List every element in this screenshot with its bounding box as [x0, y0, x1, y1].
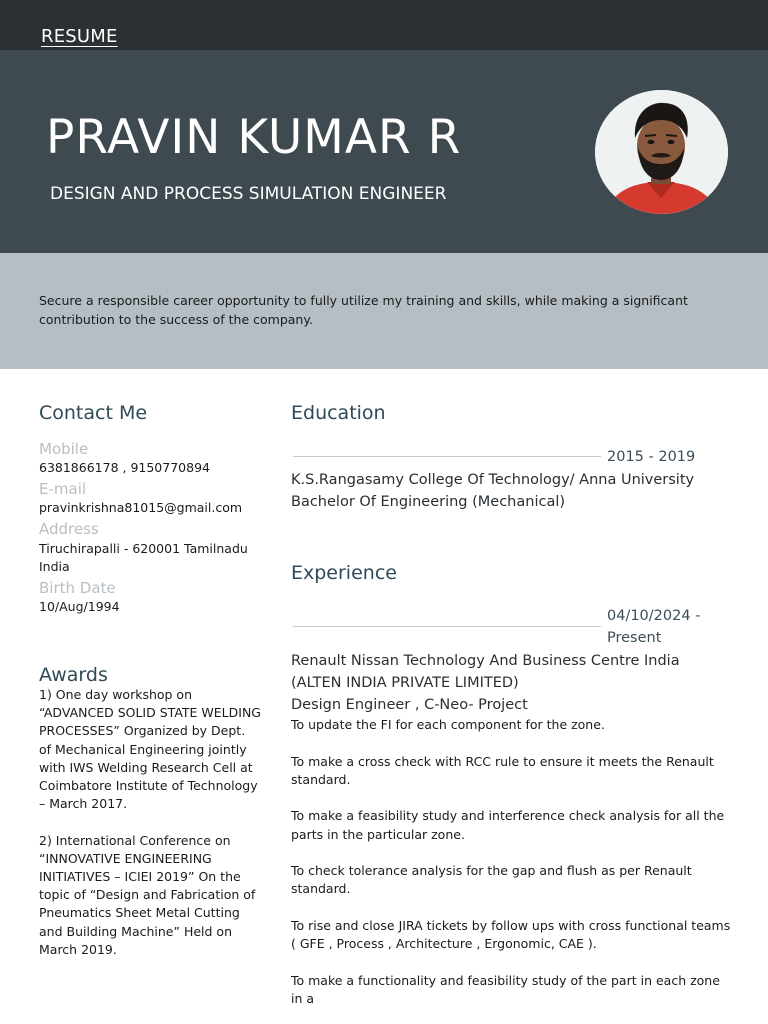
education-divider [293, 456, 601, 457]
birth-date-label: Birth Date [39, 579, 116, 597]
contact-heading: Contact Me [39, 402, 148, 424]
profile-photo [595, 90, 728, 214]
experience-heading: Experience [291, 562, 397, 584]
email-label: E-mail [39, 480, 87, 498]
experience-divider [293, 626, 601, 627]
duty-item: To update the FI for each component for the zone. [291, 717, 605, 732]
awards-list [39, 686, 261, 959]
education-heading: Education [291, 402, 386, 424]
awards-heading: Awards [39, 664, 108, 686]
duty-item: To check tolerance analysis for the gap and flush as per Renault standard. [291, 863, 692, 897]
education-date: 2015 - 2019 [607, 449, 696, 465]
career-objective: Secure a responsible career opportunity to fully utilize my training and skills, while making a significant contribution to the success of the company. [39, 293, 688, 327]
experience-date-start: 04/10/2024 - [607, 608, 701, 624]
experience-duties [291, 716, 731, 1008]
resume-link[interactable]: RESUME [41, 26, 118, 47]
award-item: 1) One day workshop on “ADVANCED SOLID STATE WELDING PROCESSES” Organized by Dept. of Mechanical Engineering jointly with IWS Welding Research Cell at Coimbatore Institute of Technology – March 2017. [39, 687, 261, 812]
education-degree: Bachelor Of Engineering (Mechanical) [291, 494, 566, 510]
duty-item: To make a functionality and feasibility study of the part in each zone in a [291, 972, 720, 1006]
duty-item: To make a feasibility study and interference check analysis for all the parts in the particular zone. [291, 808, 725, 842]
address-line-2: India [39, 559, 70, 574]
email-value: pravinkrishna81015@gmail.com [39, 500, 243, 515]
address-line-1: Tiruchirapalli - 620001 Tamilnadu [39, 541, 248, 556]
job-title: DESIGN AND PROCESS SIMULATION ENGINEER [50, 184, 447, 204]
mobile-label: Mobile [39, 440, 89, 458]
experience-date-end: Present [607, 630, 662, 646]
education-institution: K.S.Rangasamy College Of Technology/ Anna University [291, 472, 695, 488]
address-label: Address [39, 520, 99, 538]
mobile-value: 6381866178 , 9150770894 [39, 460, 210, 475]
birth-date-value: 10/Aug/1994 [39, 599, 120, 614]
experience-role: Design Engineer , C-Neo- Project [291, 697, 528, 713]
candidate-name: PRAVIN KUMAR R [46, 110, 462, 165]
award-item: 2) International Conference on “INNOVATIVE ENGINEERING INITIATIVES – ICIEI 2019” On the topic of “Design and Fabrication of Pneumatics Sheet Metal Cutting and Building Machine” Held on March 2019. [39, 832, 256, 957]
duty-item: To make a cross check with RCC rule to ensure it meets the Renault standard. [291, 753, 714, 787]
experience-company-line-1: Renault Nissan Technology And Business Centre India [291, 653, 680, 669]
duty-item: To rise and close JIRA tickets by follow ups with cross functional teams ( GFE , Process , Architecture , Ergonomic, CAE ). [291, 917, 731, 952]
experience-company-line-2: (ALTEN INDIA PRIVATE LIMITED) [291, 675, 519, 691]
